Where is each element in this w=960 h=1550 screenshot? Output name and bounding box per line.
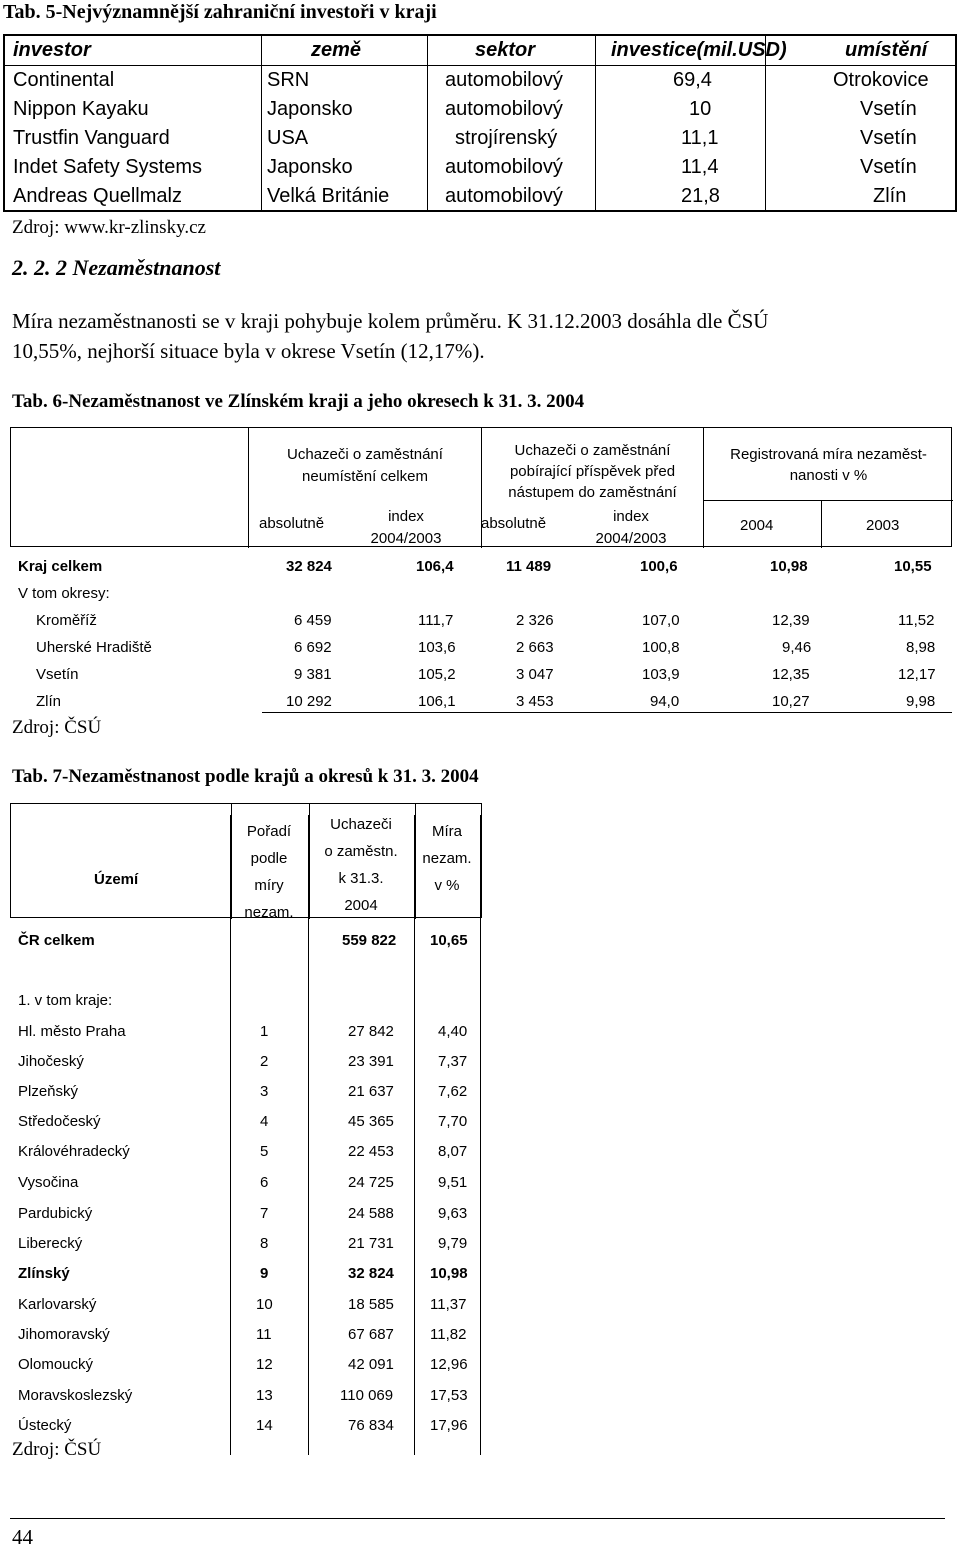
table-row xyxy=(5,124,955,153)
table-cell: Plzeňský xyxy=(18,1083,79,1100)
table-cell: 9 xyxy=(260,1265,269,1282)
table-cell: Otrokovice xyxy=(833,69,929,91)
table-cell: USA xyxy=(267,127,309,149)
table-cell: 11,37 xyxy=(430,1296,467,1313)
table-cell: 8,07 xyxy=(438,1143,468,1160)
tab7-subhead: 1. v tom kraje: xyxy=(18,992,113,1009)
tab7-header-uzemi: Území xyxy=(94,871,139,888)
table-cell: Liberecký xyxy=(18,1235,83,1252)
footer-rule xyxy=(10,1518,945,1519)
table-cell: 21,8 xyxy=(681,185,720,207)
table-cell: 10,98 xyxy=(770,558,808,575)
table-cell: SRN xyxy=(267,69,310,91)
table-cell: Středočeský xyxy=(18,1113,101,1130)
table-row xyxy=(10,1229,482,1259)
table-cell: 9,98 xyxy=(906,693,936,710)
table-cell: Vsetín xyxy=(36,666,79,683)
table-cell: 11,1 xyxy=(681,127,719,149)
table-cell: 11 489 xyxy=(506,558,552,575)
tab6-sub-2003: 2003 xyxy=(866,517,900,534)
tab6-sub-index-1-l1: index xyxy=(388,508,424,525)
tab5-header-investice: investice(mil.USD) xyxy=(611,39,787,61)
table-cell: Continental xyxy=(13,69,115,91)
tab5-caption: Tab. 5-Nejvýznamnější zahraniční investoři v kraji xyxy=(3,1,437,23)
table-cell: 13 xyxy=(256,1387,273,1404)
table-cell: 42 091 xyxy=(348,1356,394,1373)
table-cell: 3 xyxy=(260,1083,269,1100)
table-cell: Nippon Kayaku xyxy=(13,98,149,120)
table-cell: 17,96 xyxy=(430,1417,468,1434)
table-row xyxy=(10,1047,482,1077)
table-cell: Královéhradecký xyxy=(18,1143,130,1160)
table-cell: Uherské Hradiště xyxy=(36,639,152,656)
table-row xyxy=(10,581,952,607)
table-cell: 2 326 xyxy=(516,612,554,629)
table-cell: 1 xyxy=(260,1023,269,1040)
table-cell: 103,9 xyxy=(642,666,680,683)
tab6-group3-line1: Registrovaná míra nezaměst- xyxy=(730,446,927,463)
table-cell: strojírenský xyxy=(455,127,558,149)
tab5-table xyxy=(3,34,957,212)
tab7-header-mira xyxy=(414,818,480,899)
tab6-sub-index-2 xyxy=(576,506,686,550)
table-cell: Pardubický xyxy=(18,1205,93,1222)
table-cell: 6 xyxy=(260,1174,269,1191)
tab7-header-poradi-l4: nezam. xyxy=(244,904,294,921)
section-paragraph-line2: 10,55%, nejhorší situace byla v okrese Vsetín (12,17%). xyxy=(12,339,485,363)
tab6-group3-header xyxy=(704,444,953,486)
table-cell: Zlínský xyxy=(18,1265,70,1282)
table-cell: 17,53 xyxy=(430,1387,468,1404)
tab6-group2-header xyxy=(482,440,703,503)
table-row xyxy=(10,1017,482,1047)
table-cell: 100,8 xyxy=(642,639,680,656)
table-cell: automobilový xyxy=(445,98,563,120)
tab5-header-umisteni: umístění xyxy=(845,39,928,61)
tab7-header-mira-l1: Míra xyxy=(432,823,462,840)
table-row xyxy=(10,1168,482,1198)
table-cell: 67 687 xyxy=(348,1326,394,1343)
table-cell: 9,46 xyxy=(782,639,812,656)
table-cell: 3 047 xyxy=(516,666,554,683)
tab7-header-mira-l3: v % xyxy=(434,877,460,894)
tab7-header-uchazeci xyxy=(308,811,414,919)
table-cell: 111,7 xyxy=(418,612,454,629)
table-row xyxy=(10,554,952,580)
section-heading: 2. 2. 2 Nezaměstnanost xyxy=(12,255,221,280)
table-row xyxy=(5,153,955,182)
table-cell: 18 585 xyxy=(348,1296,394,1313)
page-number: 44 xyxy=(12,1525,33,1549)
table-cell: Andreas Quellmalz xyxy=(13,185,182,207)
tab6-group1-line2: neumístění celkem xyxy=(302,468,428,485)
table-row xyxy=(10,1137,482,1167)
tab7-header-poradi-l2: podle xyxy=(250,850,288,867)
table-row xyxy=(10,1350,482,1380)
table-cell: 11,52 xyxy=(898,612,935,629)
table-cell: Vysočina xyxy=(18,1174,79,1191)
table-cell: Kroměříž xyxy=(36,612,97,629)
table-row-total xyxy=(10,926,482,956)
table-cell: 8,98 xyxy=(906,639,936,656)
table-row xyxy=(5,95,955,124)
table-cell: 4 xyxy=(260,1113,269,1130)
table-cell: Moravskoslezský xyxy=(18,1387,133,1404)
table-cell: 23 391 xyxy=(348,1053,394,1070)
table-cell: 7 xyxy=(260,1205,269,1222)
table-cell: 14 xyxy=(256,1417,273,1434)
table-cell: Japonsko xyxy=(267,98,353,120)
tab6-caption: Tab. 6-Nezaměstnanost ve Zlínském kraji a jeho okresech k 31. 3. 2004 xyxy=(12,391,585,412)
table-cell: 103,6 xyxy=(418,639,456,656)
table-cell: 7,62 xyxy=(438,1083,468,1100)
tab7-header-uchazeci-l3: k 31.3. xyxy=(338,870,384,887)
table-cell: 12,96 xyxy=(430,1356,468,1373)
table-cell: 3 453 xyxy=(516,693,554,710)
table-cell: 32 824 xyxy=(348,1265,394,1282)
table-cell: Indet Safety Systems xyxy=(13,156,202,178)
table-cell: Trustfin Vanguard xyxy=(13,127,170,149)
table-cell: 7,37 xyxy=(438,1053,468,1070)
table-cell: 9,63 xyxy=(438,1205,468,1222)
table-row xyxy=(10,1411,482,1441)
table-row xyxy=(10,1290,482,1320)
tab6-sub-absolutne-1: absolutně xyxy=(259,515,325,532)
table-cell: 9,79 xyxy=(438,1235,468,1252)
tab5-header-investor: investor xyxy=(13,39,91,61)
table-row xyxy=(10,635,952,661)
table-cell: 12,39 xyxy=(772,612,810,629)
table-cell: Zlín xyxy=(873,185,907,207)
table-row xyxy=(5,66,955,95)
tab7-source: Zdroj: ČSÚ xyxy=(12,1439,102,1460)
tab6-sub-2004: 2004 xyxy=(740,517,774,534)
table-cell: 11,82 xyxy=(430,1326,467,1343)
table-cell: 94,0 xyxy=(650,693,680,710)
table-cell: Hl. město Praha xyxy=(18,1023,126,1040)
section-paragraph-line1: Míra nezaměstnanosti se v kraji pohybuje kolem průměru. K 31.12.2003 dosáhla dle ČSÚ xyxy=(12,309,769,333)
tab7-header-uchazeci-l2: o zaměstn. xyxy=(324,843,398,860)
table-cell: 107,0 xyxy=(642,612,680,629)
table-cell: 10,27 xyxy=(772,693,810,710)
table-cell: Jihomoravský xyxy=(18,1326,110,1343)
table-cell: 6 459 xyxy=(294,612,332,629)
table-cell: Jihočeský xyxy=(18,1053,84,1070)
tab5-header-zeme: země xyxy=(311,39,362,61)
table-cell: Vsetín xyxy=(860,156,917,178)
table-row xyxy=(10,608,952,634)
tab5-header-row xyxy=(5,36,955,65)
table-cell: 2 xyxy=(260,1053,269,1070)
table-cell: 11 xyxy=(256,1326,272,1343)
table-cell: 32 824 xyxy=(286,558,332,575)
tab7-header-mira-l2: nezam. xyxy=(422,850,472,867)
tab6-source: Zdroj: ČSÚ xyxy=(12,717,102,738)
table-row xyxy=(10,662,952,688)
table-row xyxy=(10,1077,482,1107)
tab6-group3-line2: nanosti v % xyxy=(789,467,868,484)
table-cell: 8 xyxy=(260,1235,269,1252)
tab6-sub-index-2-l1: index xyxy=(613,508,649,525)
table-cell: 10 xyxy=(689,98,712,120)
table-cell: V tom okresy: xyxy=(18,585,110,602)
table-cell: 22 453 xyxy=(348,1143,394,1160)
table-row xyxy=(10,1107,482,1137)
table-row xyxy=(10,1320,482,1350)
table-row xyxy=(10,1199,482,1229)
table-cell: 100,6 xyxy=(640,558,678,575)
table-cell: Velká Británie xyxy=(267,185,390,207)
table-cell: 5 xyxy=(260,1143,269,1160)
table-cell: 12,17 xyxy=(898,666,936,683)
table-cell: 24 725 xyxy=(348,1174,394,1191)
table-cell: Karlovarský xyxy=(18,1296,97,1313)
tab7-header-uchazeci-l1: Uchazeči xyxy=(330,816,392,833)
table-cell: 559 822 xyxy=(342,932,397,949)
tab7-header-poradi-l3: míry xyxy=(254,877,284,894)
table-cell: ČR celkem xyxy=(18,932,95,949)
tab6-sub-index-2-l2: 2004/2003 xyxy=(595,530,667,547)
table-cell: 6 692 xyxy=(294,639,332,656)
table-row xyxy=(5,182,955,211)
table-cell: 12 xyxy=(256,1356,273,1373)
table-cell: 12,35 xyxy=(772,666,810,683)
tab6-sub-index-1-l2: 2004/2003 xyxy=(370,530,442,547)
table-cell: 21 731 xyxy=(348,1235,394,1252)
table-cell: Kraj celkem xyxy=(18,558,103,575)
tab6-bottom-rule xyxy=(262,712,952,713)
table-cell: 9 381 xyxy=(294,666,332,683)
table-cell: 21 637 xyxy=(348,1083,394,1100)
table-cell: 69,4 xyxy=(673,69,712,91)
table-cell: automobilový xyxy=(445,69,563,91)
table-cell: 10,65 xyxy=(430,932,468,949)
tab5-header-sektor: sektor xyxy=(475,39,536,61)
table-cell: 76 834 xyxy=(348,1417,394,1434)
table-cell: 27 842 xyxy=(348,1023,394,1040)
table-cell: 2 663 xyxy=(516,639,554,656)
table-cell: 110 069 xyxy=(340,1387,394,1404)
table-cell: automobilový xyxy=(445,156,563,178)
table-cell: 106,1 xyxy=(418,693,456,710)
table-cell: 45 365 xyxy=(348,1113,394,1130)
table-cell: 106,4 xyxy=(416,558,454,575)
tab6-header xyxy=(10,427,952,547)
tab7-header-poradi-l1: Pořadí xyxy=(246,823,292,840)
tab6-group1-header xyxy=(249,444,481,488)
table-cell: Olomoucký xyxy=(18,1356,94,1373)
table-cell: 9,51 xyxy=(438,1174,468,1191)
table-cell: Ústecký xyxy=(18,1417,72,1434)
table-cell: 10 292 xyxy=(286,693,332,710)
table-row xyxy=(10,1381,482,1411)
tab7-caption: Tab. 7-Nezaměstnanost podle krajů a okresů k 31. 3. 2004 xyxy=(12,766,479,787)
tab6-group2-line3: nástupem do zaměstnání xyxy=(508,484,677,501)
table-cell: 105,2 xyxy=(418,666,456,683)
table-cell: 10 xyxy=(256,1296,273,1313)
table-cell: 7,70 xyxy=(438,1113,468,1130)
table-cell: 11,4 xyxy=(681,156,719,178)
table-cell: Japonsko xyxy=(267,156,353,178)
tab6-group2-line2: pobírající příspěvek před xyxy=(509,463,676,480)
table-cell: Vsetín xyxy=(860,127,917,149)
table-row xyxy=(10,1259,482,1289)
table-cell: Vsetín xyxy=(860,98,917,120)
table-cell: automobilový xyxy=(445,185,563,207)
tab6-group1-line1: Uchazeči o zaměstnání xyxy=(287,446,443,463)
table-cell: 4,40 xyxy=(438,1023,468,1040)
tab6-sub-index-1 xyxy=(351,506,461,550)
table-cell: 10,98 xyxy=(430,1265,468,1282)
tab6-sub-absolutne-2: absolutně xyxy=(481,515,547,532)
tab7-header-uchazeci-l4: 2004 xyxy=(344,897,378,914)
table-cell: 10,55 xyxy=(894,558,932,575)
tab7-header-poradi xyxy=(230,818,308,926)
table-cell: Zlín xyxy=(36,693,62,710)
tab5-source: Zdroj: www.kr-zlinsky.cz xyxy=(12,217,206,238)
tab6-group2-line1: Uchazeči o zaměstnání xyxy=(514,442,671,459)
table-cell: 24 588 xyxy=(348,1205,394,1222)
